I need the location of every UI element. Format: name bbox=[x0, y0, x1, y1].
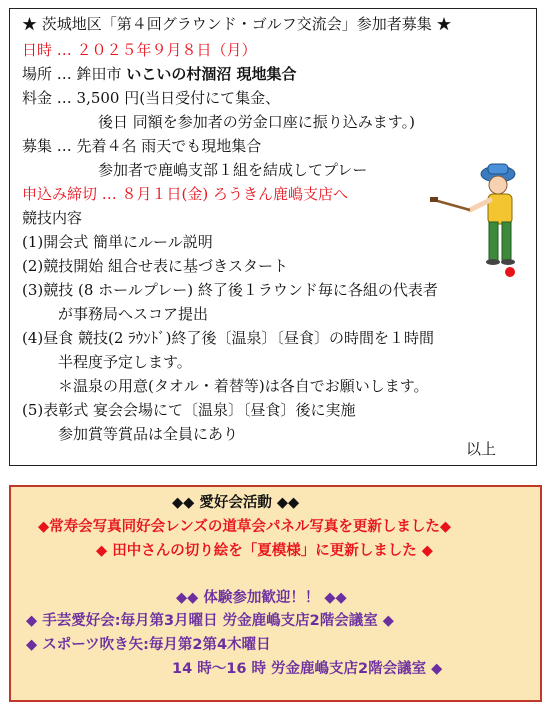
program-item-4c: ＊温泉の用意(タオル・着替等)は各自でお願いします。 bbox=[58, 377, 429, 395]
recruit-line1: 募集 … 先着４名 雨天でも現地集合 bbox=[22, 137, 262, 155]
program-item-4a: (4)昼食 競技(2 ﾗｳﾝﾄﾞ)終了後〔温泉〕〔昼食〕の時間を１時間 bbox=[22, 329, 435, 347]
activity-handicraft: ◆ 手芸愛好会:毎月第3月曜日 労金鹿嶋支店2階会議室 ◆ bbox=[26, 613, 394, 629]
program-item-5b: 参加賞等賞品は全員にあり bbox=[58, 425, 239, 443]
trial-welcome-heading: ◆◆ 体験参加歓迎！！ ◆◆ bbox=[176, 590, 347, 606]
club-news-heading: ◆◆ 愛好会活動 ◆◆ bbox=[172, 495, 300, 511]
program-item-5a: (5)表彰式 宴会会場にて〔温泉〕〔昼食〕後に実施 bbox=[22, 401, 356, 419]
place-prefix: 場所 … 鉾田市 bbox=[22, 65, 127, 83]
golfer-illustration bbox=[428, 160, 538, 280]
place-name: いこいの村涸沼 現地集合 bbox=[126, 65, 297, 83]
event-place bbox=[22, 65, 297, 83]
program-item-3b: が事務局へスコア提出 bbox=[58, 305, 209, 323]
recruit-line2: 参加者で鹿嶋支部１組を結成してプレー bbox=[98, 161, 368, 179]
program-item-4b: 半程度予定します。 bbox=[58, 353, 192, 371]
program-item-1: (1)開会式 簡単にルール説明 bbox=[22, 233, 213, 251]
event-date: 日時 … ２０２５年９月８日（月） bbox=[22, 41, 257, 59]
club-news-item-1: ◆常寿会写真同好会レンズの道草会パネル写真を更新しました◆ bbox=[38, 519, 452, 535]
event-fee-line1: 料金 … 3,500 円(当日受付にて集金、 bbox=[22, 89, 281, 107]
event-fee-line2: 後日 同額を参加者の労金口座に振り込みます。) bbox=[98, 113, 415, 131]
program-item-3a: (3)競技 (8 ホールプレー) 終了後１ラウンド毎に各組の代表者 bbox=[22, 281, 438, 299]
club-news-item-2: ◆ 田中さんの切り絵を「夏模様」に更新しました ◆ bbox=[96, 543, 433, 559]
program-heading: 競技内容 bbox=[22, 209, 83, 227]
notice-title: ★ 茨城地区「第４回グラウンド・ゴルフ交流会」参加者募集 ★ bbox=[22, 15, 452, 33]
program-item-2: (2)競技開始 組合せ表に基づきスタート bbox=[22, 257, 289, 275]
closing-mark: 以上 bbox=[466, 440, 497, 458]
application-deadline: 申込み締切 … ８月１日(金) ろうきん鹿嶋支店へ bbox=[22, 185, 349, 203]
activity-blowgun-line1: ◆ スポーツ吹き矢:毎月第2第4木曜日 bbox=[26, 637, 271, 653]
activity-blowgun-line2: 14 時～16 時 労金鹿嶋支店2階会議室 ◆ bbox=[172, 661, 443, 677]
